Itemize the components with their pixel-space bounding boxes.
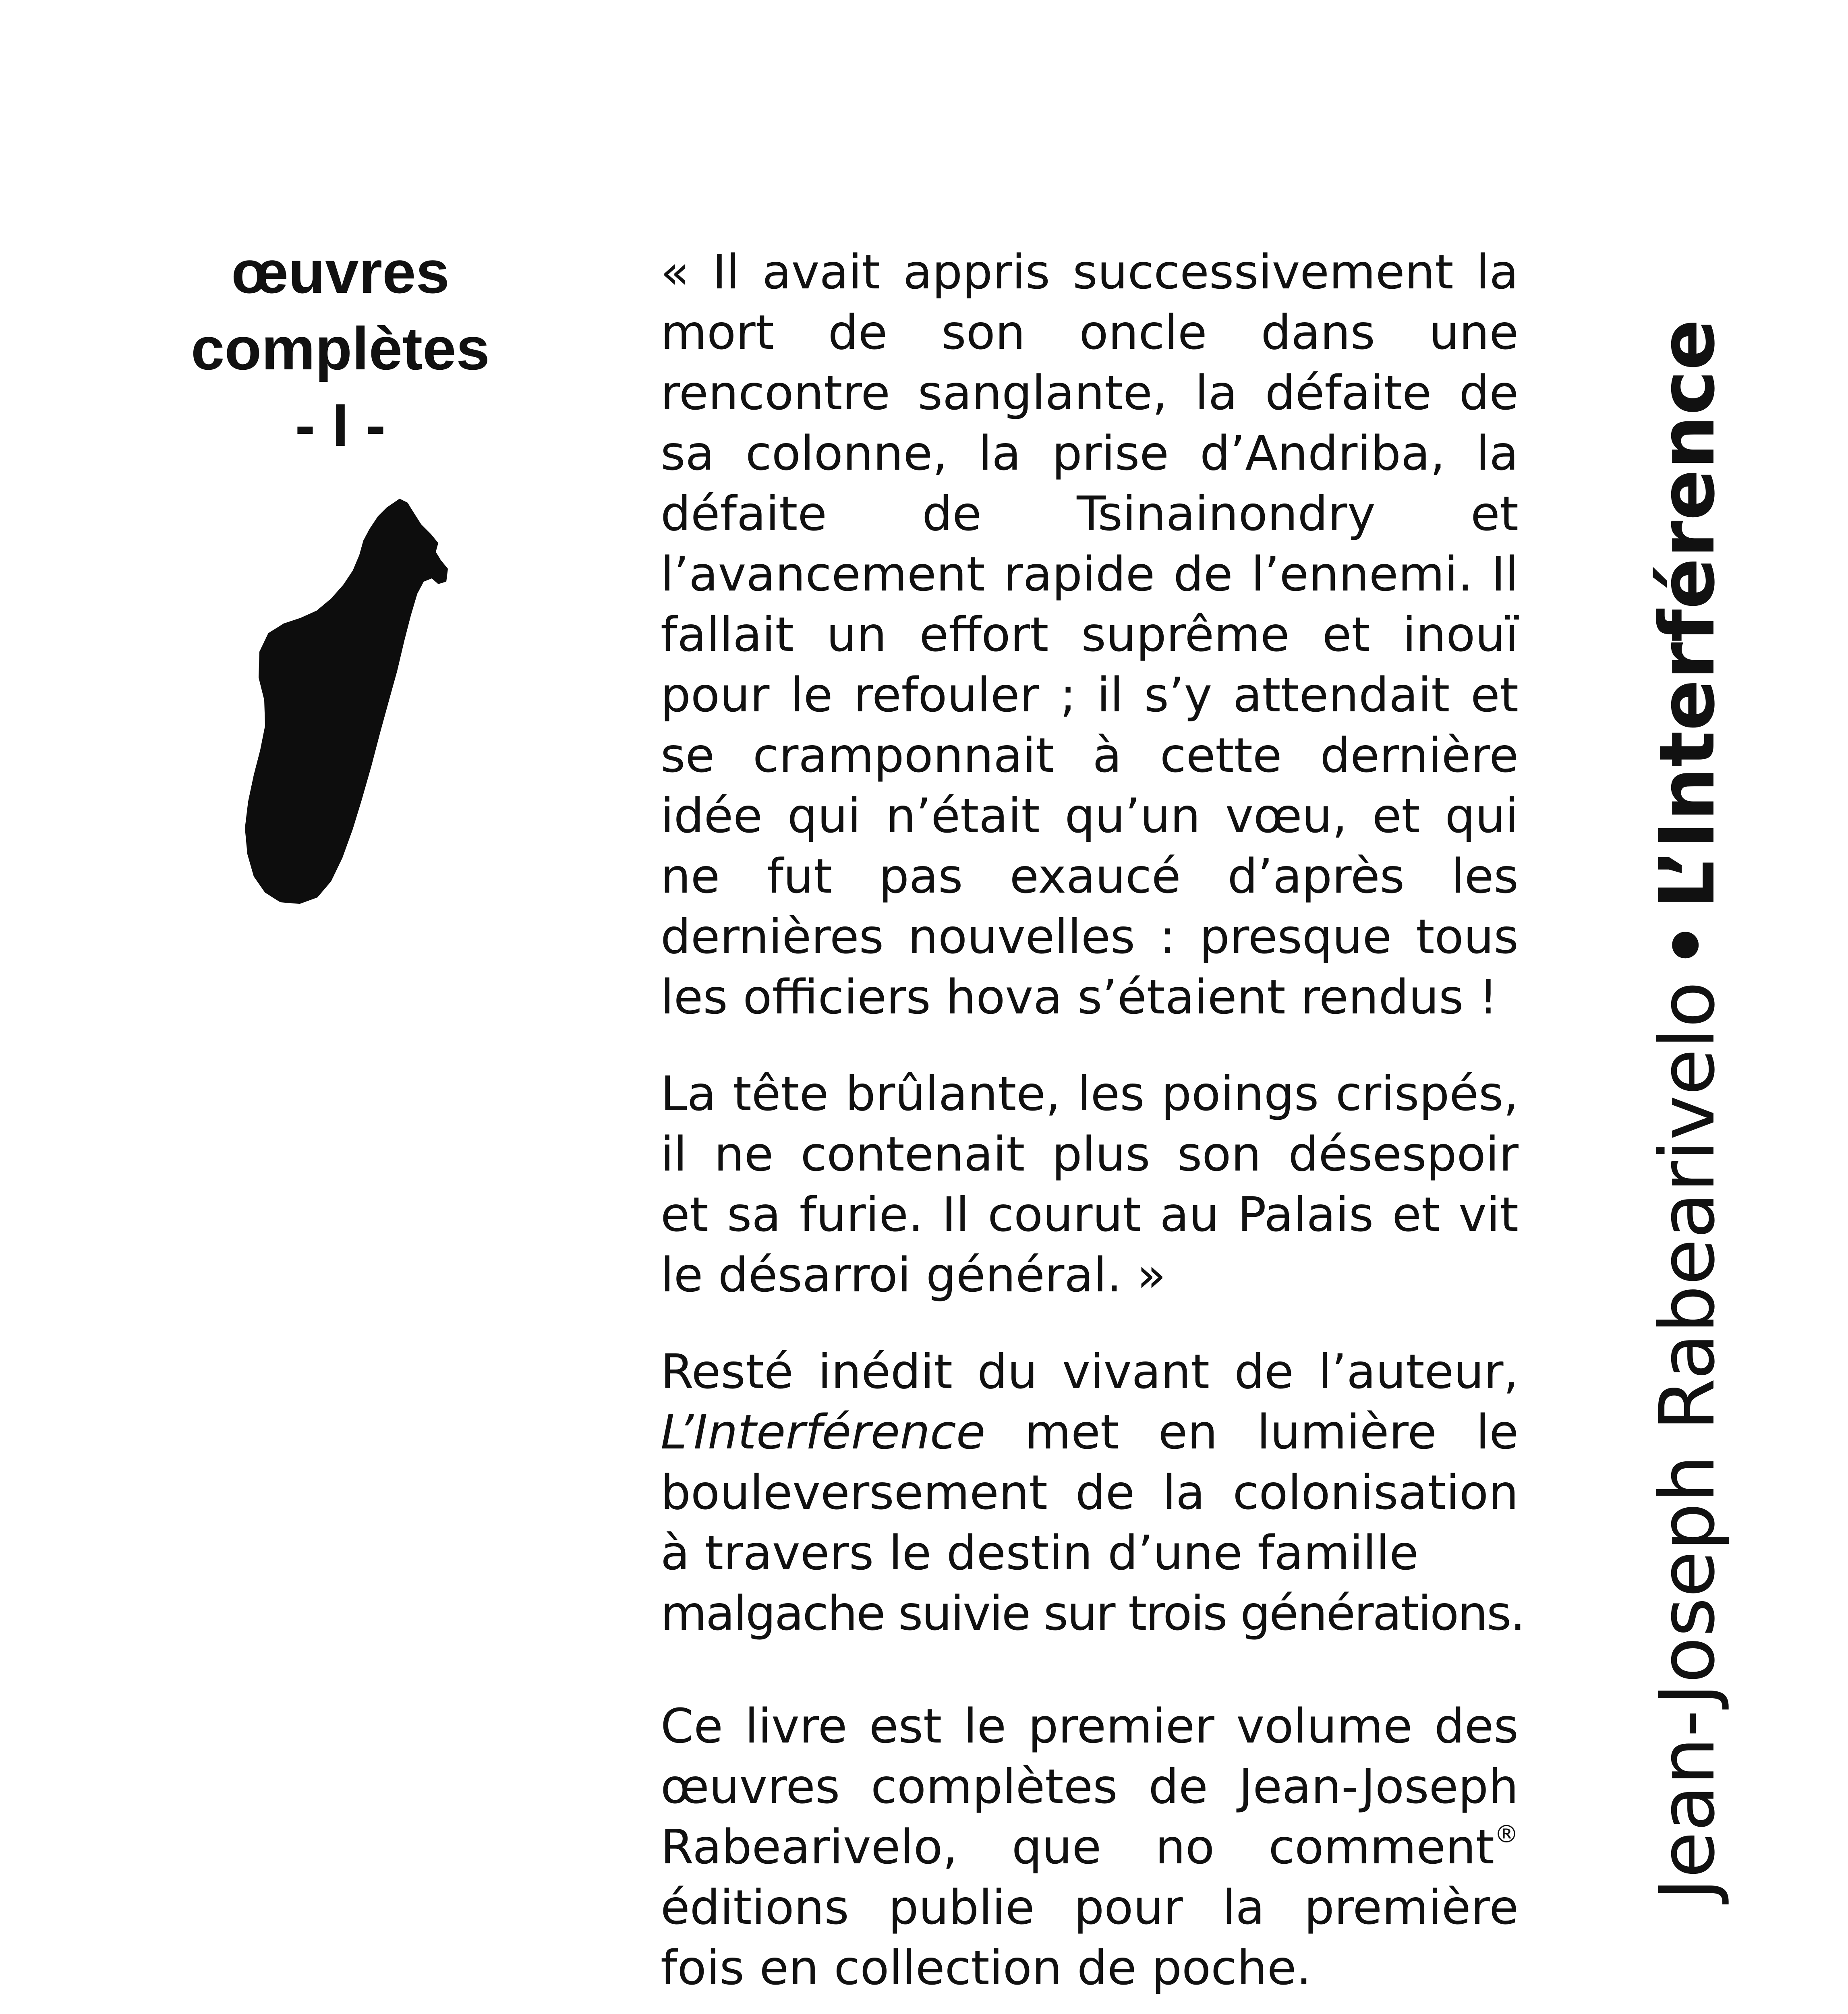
description-paragraph: [661, 1341, 1524, 1643]
series-volume-number: - I -: [295, 391, 386, 459]
series-line-2: complètes: [191, 315, 490, 382]
book-title-italic: L’Interférence: [661, 1404, 986, 1460]
series-line-1: œuvres: [231, 238, 450, 306]
back-cover-text: [661, 242, 1524, 2014]
vertical-title: [1643, 319, 1732, 1900]
book-title: L’Interférence: [1643, 319, 1732, 909]
title-separator: •: [1643, 921, 1732, 970]
volume-text-2: éditions publie pour la première fois en collection de poche.: [661, 1879, 1519, 1995]
description-body: met en lumière le bouleversement de la colonisation à travers le destin d’une famille: [661, 1404, 1519, 1581]
description-last-line: malgache suivie sur trois générations.: [661, 1585, 1524, 1641]
description-prefix: Resté inédit du vivant de l’auteur,: [661, 1344, 1519, 1399]
volume-paragraph: [661, 1696, 1519, 1998]
series-heading: [129, 234, 552, 463]
vertical-title-band: [1615, 234, 1760, 1986]
author-name: Jean-Joseph Rabearivelo: [1643, 981, 1732, 1901]
volume-text-1: Ce livre est le premier volume des œuvres complètes de Jean-Joseph Rabearivelo, que no comment: [661, 1698, 1519, 1875]
madagascar-silhouette-icon: [242, 495, 451, 906]
excerpt-paragraph-2: La tête brûlante, les poings crispés, il ne contenait plus son désespoir et sa furie. Il courut au Palais et vit le désarroi général. »: [661, 1066, 1519, 1303]
excerpt-paragraph-1: « Il avait appris successivement la mort de son oncle dans une rencontre sanglante, la défaite de sa colonne, la prise d’Andriba, la défaite de Tsinainondry et l’avancement rapide de l’ennemi. Il fallait un effort suprême et inouï pour le refouler ; il s’y attendait et se cramponnait à cette dernière idée qui n’était qu’un vœu, et qui ne fut pas exaucé d’après les dernières nouvelles : presque tous les officiers hova s’étaient rendus !: [661, 244, 1519, 1025]
registered-mark: ®: [1494, 1820, 1519, 1848]
